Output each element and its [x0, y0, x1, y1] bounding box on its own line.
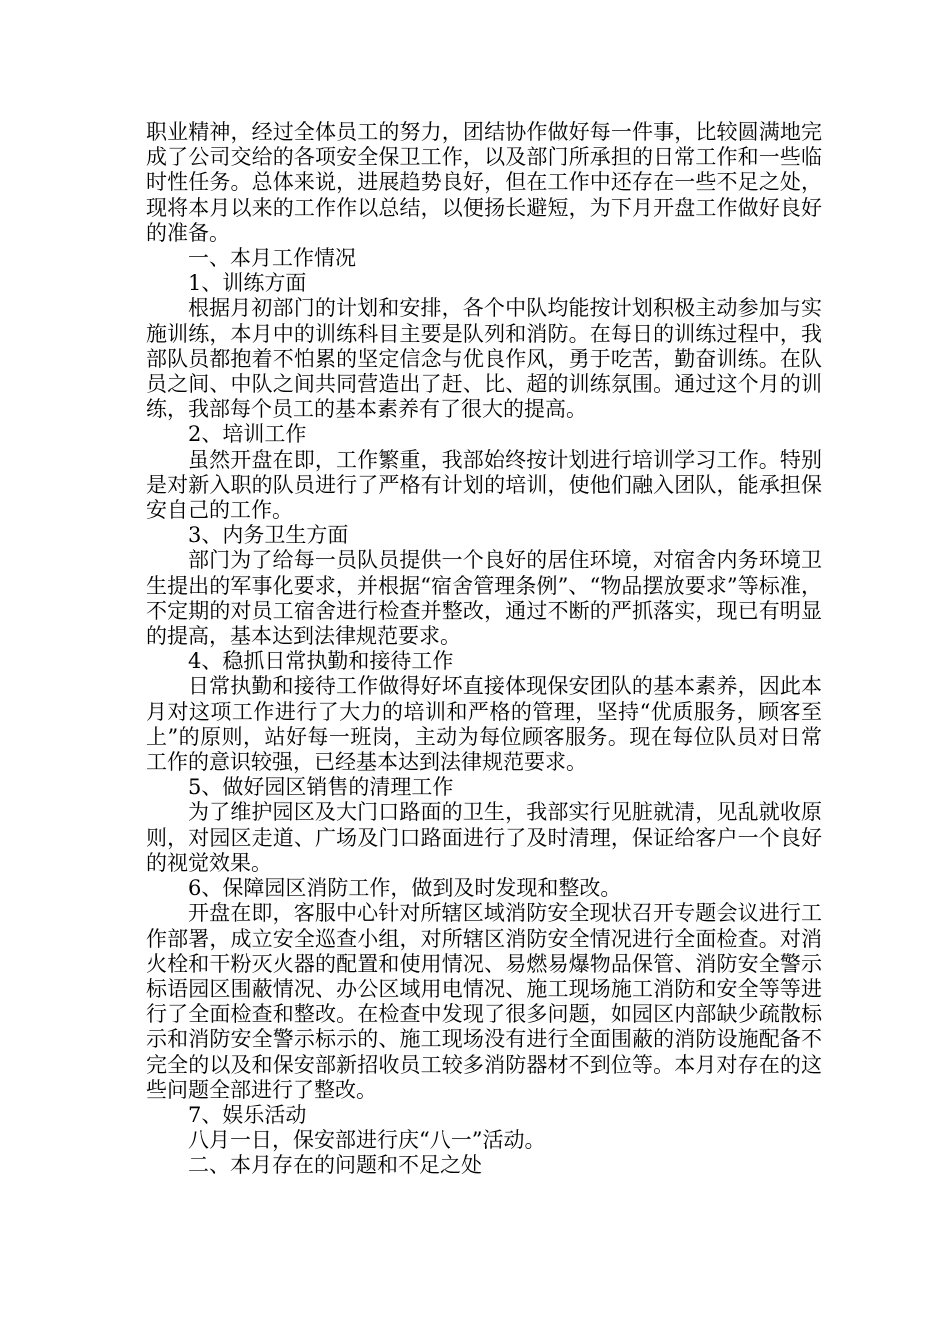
- section-heading-2: 二、本月存在的问题和不足之处: [188, 1153, 482, 1178]
- subheading-cleaning: 5、做好园区销售的清理工作: [188, 775, 454, 800]
- subheading-education: 2、培训工作: [188, 422, 307, 447]
- paragraph-recreation: 八月一日，保安部进行庆“八一”活动。: [188, 1128, 546, 1153]
- subheading-training: 1、训练方面: [188, 271, 307, 296]
- document-page: [146, 120, 822, 1179]
- paragraph-intro-continuation: 职业精神，经过全体员工的努力，团结协作做好每一件事，比较圆满地完成了公司交给的各项安全保卫工作，以及部门所承担的日常工作和一些临时性任务。总体来说，进展趋势良好，但在工作中还存在一些不足之处，现将本月以来的工作作以总结，以便扬长避短，为下月开盘工作做好良好的准备。: [146, 120, 822, 245]
- section-heading-1: 一、本月工作情况: [188, 246, 356, 271]
- paragraph-duty: 日常执勤和接待工作做得好坏直接体现保安团队的基本素养，因此本月对这项工作进行了大力的培训和严格的管理，坚持“优质服务，顾客至上”的原则，站好每一班岗，主动为每位顾客服务。现在每位队员对日常工作的意识较强，已经基本达到法律规范要求。: [146, 674, 822, 775]
- paragraph-education: 虽然开盘在即，工作繁重，我部始终按计划进行培训学习工作。特别是对新入职的队员进行了严格有计划的培训，使他们融入团队，能承担保安自己的工作。: [146, 447, 822, 523]
- paragraph-training: 根据月初部门的计划和安排，各个中队均能按计划积极主动参加与实施训练，本月中的训练科目主要是队列和消防。在每日的训练过程中，我部队员都抱着不怕累的坚定信念与优良作风，勇于吃苦，勤奋训练。在队员之间、中队之间共同营造出了赶、比、超的训练氛围。通过这个月的训练，我部每个员工的基本素养有了很大的提高。: [146, 296, 822, 422]
- subheading-housekeeping: 3、内务卫生方面: [188, 523, 349, 548]
- subheading-recreation: 7、娱乐活动: [188, 1102, 307, 1127]
- paragraph-housekeeping: 部门为了给每一员队员提供一个良好的居住环境，对宿舍内务环境卫生提出的军事化要求，并根据“宿舍管理条例”、“物品摆放要求”等标准，不定期的对员工宿舍进行检查并整改，通过不断的严抓落实，现已有明显的提高，基本达到法律规范要求。: [146, 548, 822, 649]
- paragraph-fire-safety: 开盘在即，客服中心针对所辖区域消防安全现状召开专题会议进行工作部署，成立安全巡查小组，对所辖区消防安全情况进行全面检查。对消火栓和干粉灭火器的配置和使用情况、易燃易爆物品保管、消防安全警示标语园区围蔽情况、办公区域用电情况、施工现场施工消防和安全等等进行了全面检查和整改。在检查中发现了很多问题，如园区内部缺少疏散标示和消防安全警示标示的、施工现场没有进行全面围蔽的消防设施配备不完全的以及和保安部新招收员工较多消防器材不到位等。本月对存在的这些问题全部进行了整改。: [146, 901, 822, 1102]
- paragraph-cleaning: 为了维护园区及大门口路面的卫生，我部实行见脏就清，见乱就收原则，对园区走道、广场及门口路面进行了及时清理，保证给客户一个良好的视觉效果。: [146, 800, 822, 875]
- subheading-duty: 4、稳抓日常执勤和接待工作: [188, 649, 454, 674]
- subheading-fire-safety: 6、保障园区消防工作，做到及时发现和整改。: [188, 876, 622, 901]
